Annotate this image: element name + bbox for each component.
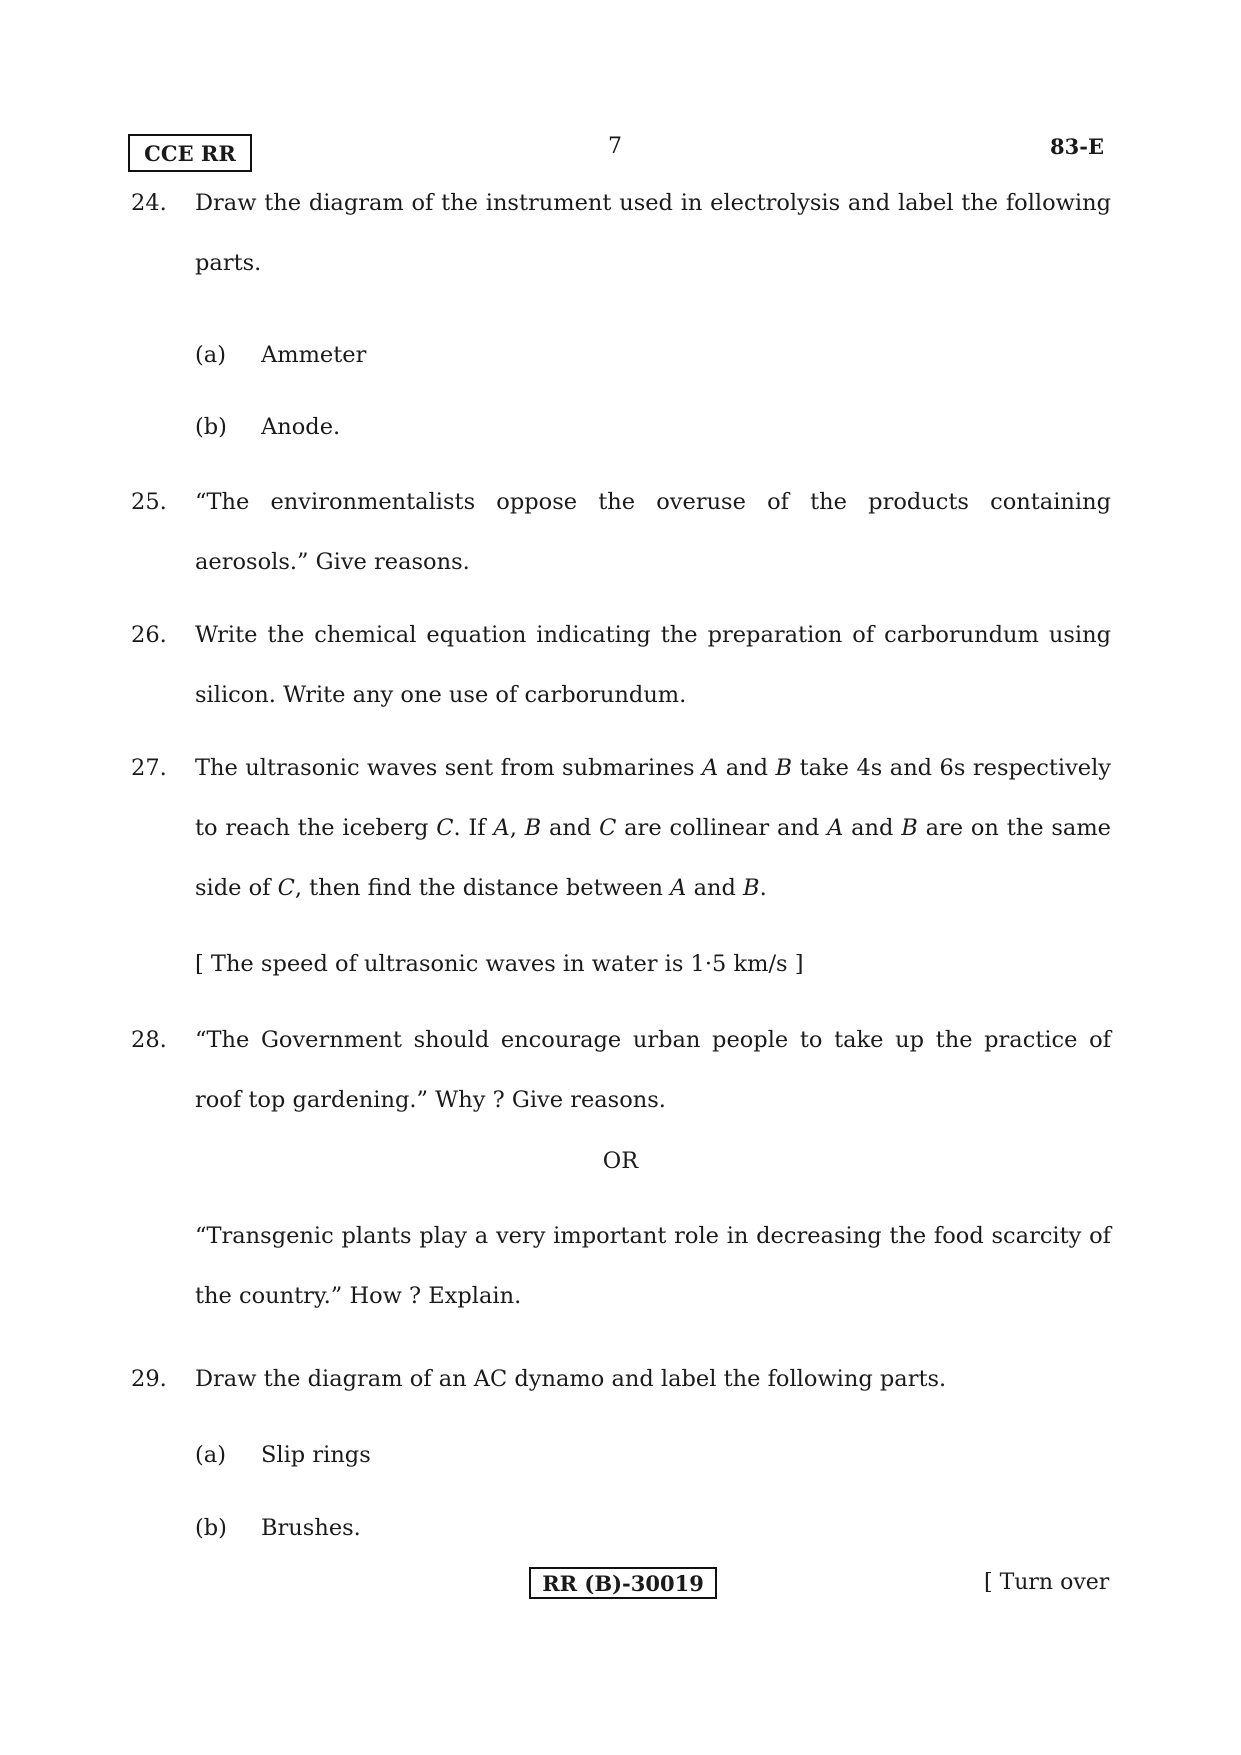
question-number: 29.	[131, 1366, 167, 1392]
part-text: Anode.	[261, 414, 341, 440]
header-code-box	[128, 134, 252, 172]
paper-code: 83-E	[1050, 134, 1104, 159]
question-text: The ultrasonic waves sent from submarines A and B take 4s and 6s respectively to reach the iceberg C. If A, B and C are collinear and A and B are on the same side of C, then find the distance between A and B.	[195, 755, 1111, 901]
question-number: 25.	[131, 489, 167, 515]
part-text: Slip rings	[261, 1442, 371, 1468]
or-separator: OR	[602, 1148, 639, 1174]
question-number: 28.	[131, 1027, 167, 1053]
question-number: 24.	[131, 190, 167, 216]
question-text: Write the chemical equation indicating the preparation of carborundum using silicon. Write any one use of carborundum.	[195, 622, 1111, 708]
part-label: (a)	[195, 1442, 226, 1468]
footer-code-box	[529, 1567, 717, 1599]
footer-code: RR (B)-30019	[542, 1570, 704, 1596]
page-number: 7	[608, 134, 622, 159]
note-text: [ The speed of ultrasonic waves in water is 1·5 km/s ]	[195, 951, 804, 977]
question-text: “The environmentalists oppose the overuse of the products containing aerosols.” Give reasons.	[195, 489, 1111, 575]
header-left-code: CCE RR	[144, 140, 236, 166]
question-text: Draw the diagram of an AC dynamo and label the following parts.	[195, 1366, 947, 1392]
part-label: (a)	[195, 342, 226, 368]
part-text: Brushes.	[261, 1515, 361, 1541]
question-28-alternative: “Transgenic plants play a very important role in decreasing the food scarcity of the country.” How ? Explain.	[195, 1223, 1111, 1309]
question-text: “The Government should encourage urban people to take up the practice of roof top gardening.” Why ? Give reasons.	[195, 1027, 1111, 1113]
part-label: (b)	[195, 1515, 227, 1541]
turn-over-note: [ Turn over	[984, 1570, 1110, 1595]
question-number: 26.	[131, 622, 167, 648]
question-number: 27.	[131, 755, 167, 781]
part-label: (b)	[195, 414, 227, 440]
question-text: Draw the diagram of the instrument used in electrolysis and label the following parts.	[195, 190, 1111, 276]
part-text: Ammeter	[261, 342, 367, 368]
